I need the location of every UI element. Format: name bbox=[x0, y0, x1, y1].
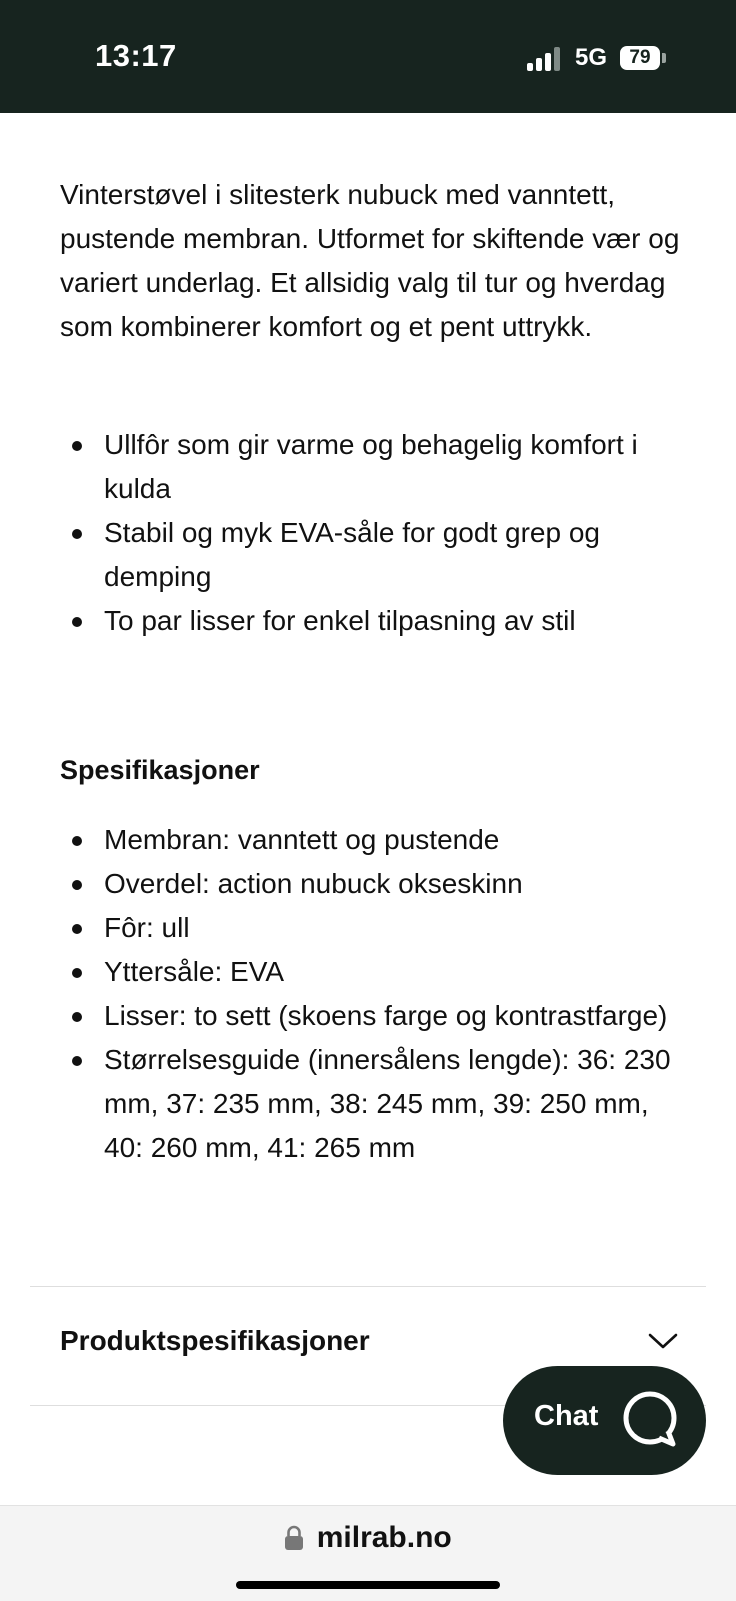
battery-tip bbox=[662, 53, 666, 63]
specification-list bbox=[60, 818, 690, 1170]
battery-icon: 79 bbox=[620, 46, 660, 70]
cellular-signal-icon bbox=[527, 47, 563, 71]
spec-item: Overdel: action nubuck okseskinn bbox=[104, 862, 690, 906]
spec-item: Membran: vanntett og pustende bbox=[104, 818, 690, 862]
chevron-down-icon bbox=[648, 1331, 678, 1351]
feature-item: Ullfôr som gir varme og behagelig komfort i kulda bbox=[104, 423, 690, 511]
spec-item: Lisser: to sett (skoens farge og kontrastfarge) bbox=[104, 994, 690, 1038]
home-indicator bbox=[236, 1581, 500, 1589]
spec-item: Fôr: ull bbox=[104, 906, 690, 950]
network-type: 5G bbox=[575, 44, 608, 71]
status-time: 13:17 bbox=[95, 38, 177, 73]
spec-item: Størrelsesguide (innersålens lengde): 36: 230 mm, 37: 235 mm, 38: 245 mm, 39: 250 mm, 40: 260 mm, 41: 265 mm bbox=[104, 1038, 690, 1170]
status-bar bbox=[0, 0, 736, 113]
spec-item: Yttersåle: EVA bbox=[104, 950, 690, 994]
chat-button[interactable] bbox=[503, 1366, 706, 1475]
lock-icon bbox=[284, 1525, 304, 1551]
browser-address-bar[interactable] bbox=[0, 1505, 736, 1601]
url-text: milrab.no bbox=[316, 1521, 452, 1554]
product-description: Vinterstøvel i slitesterk nubuck med vanntett, pustende membran. Utformet for skiftende vær og variert underlag. Et allsidig valg til tur og hverdag som kombinerer komfort og et pent uttrykk. bbox=[60, 179, 680, 342]
chat-label: Chat bbox=[534, 1400, 599, 1432]
accordion-title: Produktspesifikasjoner bbox=[60, 1325, 370, 1356]
feature-item: To par lisser for enkel tilpasning av stil bbox=[104, 599, 690, 643]
specifications-heading: Spesifikasjoner bbox=[60, 755, 260, 785]
chat-bubble-icon bbox=[621, 1389, 683, 1451]
feature-item: Stabil og myk EVA-såle for godt grep og demping bbox=[104, 511, 690, 599]
feature-list bbox=[60, 423, 690, 643]
